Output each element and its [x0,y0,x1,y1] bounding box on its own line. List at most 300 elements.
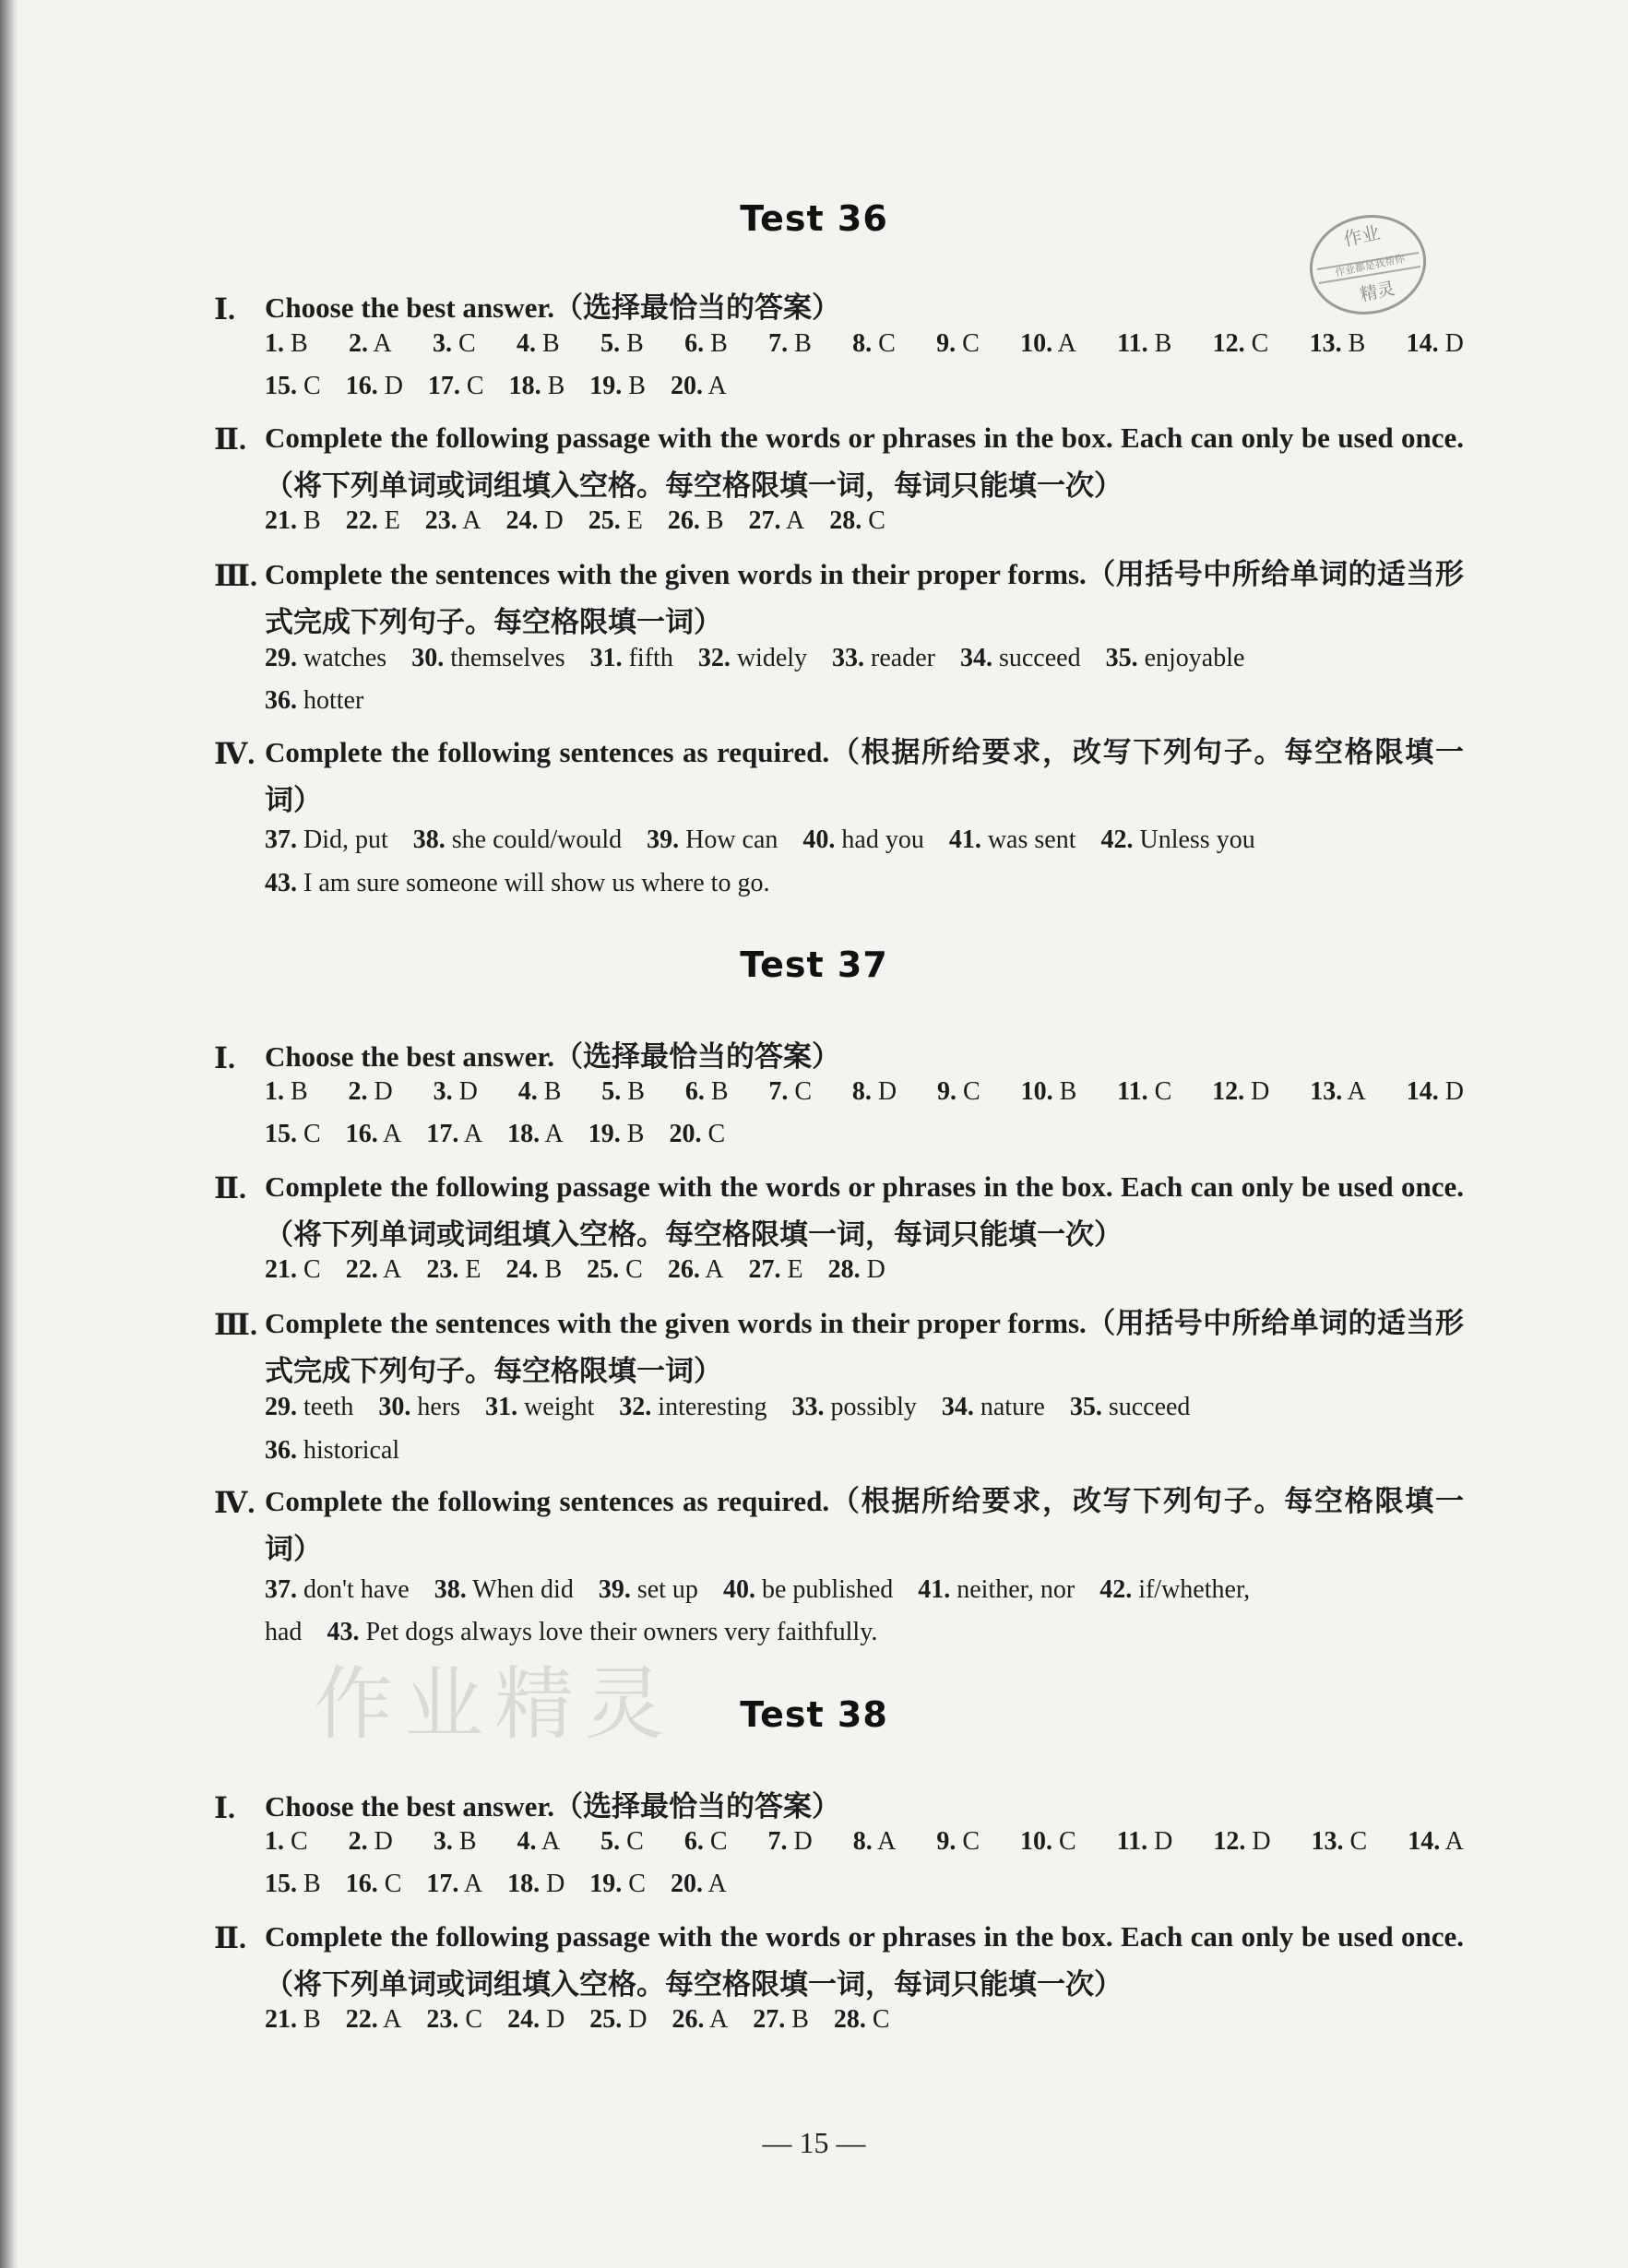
section-instruction: Complete the sentences with the given words in their proper forms.（用括号中所给单词的适当形式完成下列句子。每空格限填一词） [265,1307,1464,1387]
answer-item [349,1071,393,1113]
answer-value: C [458,2005,483,2034]
test-title: Test 36 [740,198,888,239]
answer-number: 19. [589,372,623,400]
answer-value: I am sure someone will show us where to go. [297,869,770,897]
answer-item [589,1999,647,2041]
answer-value: D [538,506,564,535]
test-title: Test 37 [740,944,888,985]
answer-number: 37. [265,825,297,854]
answer-row [265,365,1464,408]
answer-value: succeed [1101,1393,1191,1421]
answer-number: 19. [588,1120,621,1148]
answer-number: 18. [507,1120,541,1148]
answer-value: Did, put [297,825,388,854]
section-instruction: Complete the following sentences as required.（根据所给要求，改写下列句子。每空格限填一词） [265,1485,1464,1565]
answer-item [265,1113,321,1156]
answer-item [852,1071,897,1113]
section-numeral: Ⅱ. [214,1171,246,1205]
answer-number: 10. [1020,329,1053,358]
section-numeral: Ⅰ. [214,1041,235,1075]
answer-number: 3. [433,329,453,358]
test-title: Test 38 [740,1694,888,1735]
section-instruction: Choose the best answer.（选择最恰当的答案） [265,291,841,324]
answer-value: neither, nor [950,1575,1075,1604]
answer-item [378,1386,460,1429]
answer-number: 14. [1408,1827,1441,1856]
answer-number: 27. [753,2005,786,2034]
answer-number: 4. [517,1077,538,1106]
answer-number: 42. [1099,1575,1133,1604]
answer-value: C [956,329,980,358]
answer-number: 35. [1069,1393,1102,1421]
answer-value: Pet dogs always love their owners very faithfully. [359,1618,878,1646]
answer-value: D [1244,1077,1270,1106]
answer-value: B [536,329,560,358]
answer-item [518,1071,562,1113]
answer-value: C [459,372,484,400]
answer-value: nature [973,1393,1045,1421]
answer-item [672,1999,729,2041]
answer-number: 39. [647,825,680,854]
answer-item [832,637,935,680]
answer-value: B [704,329,728,358]
answer-number: 19. [589,1870,623,1898]
answer-item [600,1821,644,1863]
answer-value: A [1440,1827,1464,1856]
answer-value: A [536,1827,561,1856]
answer-number: 6. [684,329,705,358]
answer-number: 12. [1213,1827,1246,1856]
answer-number: 33. [832,644,865,672]
answer-number: 13. [1309,329,1342,358]
answer-item [668,500,724,542]
answer-number: 15. [265,1870,297,1898]
answer-number: 28. [833,2005,866,2034]
section-numeral: Ⅳ. [214,737,255,770]
answer-value: succeed [992,644,1081,672]
answer-number: 23. [426,1255,459,1284]
answer-value: C [788,1077,813,1106]
answer-value: A [540,1120,564,1148]
answer-number: 28. [827,1255,861,1284]
answer-value: possibly [824,1393,917,1421]
answer-item [949,819,1076,861]
answer-item [265,1863,321,1906]
answer-number: 3. [433,1827,453,1856]
section-instruction: Complete the following sentences as required.（根据所给要求，改写下列句子。每空格限填一词） [265,736,1464,816]
answer-value: C [622,1870,646,1898]
answer-number: 16. [345,1870,378,1898]
answer-value: B [1052,1077,1077,1106]
answer-value: B [620,1120,645,1148]
answer-value: set up [630,1575,698,1604]
answer-item [265,365,321,408]
answer-number: 12. [1212,329,1245,358]
answer-value: E [620,506,643,535]
answer-number: 7. [767,1827,788,1856]
answer-value: B [621,1077,645,1106]
answer-number: 10. [1020,1827,1052,1856]
answer-item [426,1249,481,1291]
answer-number: 1. [265,1827,284,1856]
answer-item [426,1113,482,1156]
answer-item [433,323,476,365]
answer-value: C [1147,1077,1172,1106]
answer-value: C [452,329,476,358]
answer-item [505,1249,562,1291]
answer-value: B [788,329,812,358]
answer-number: 24. [505,506,539,535]
answer-number: 42. [1100,825,1134,854]
answer-number: 8. [852,1827,873,1856]
answer-value: A [699,1255,724,1284]
answer-item [346,1113,402,1156]
answer-item [1099,1569,1250,1611]
answer-value: A [702,372,727,400]
answer-number: 17. [427,372,460,400]
answer-value: B [1147,329,1172,358]
answer-value: How can [679,825,778,854]
answer-number: 18. [508,372,541,400]
answer-number: 16. [345,372,378,400]
answer-item [346,500,400,542]
answer-number: 14. [1406,1077,1439,1106]
answer-number: 1. [265,1077,284,1106]
answer-value: B [699,506,724,535]
answer-row [265,1999,1464,2041]
section-instruction: Complete the following passage with the words or phrases in the box. Each can only be used once.（将下列单词或词组填入空格。每空格限填一词，每词只能填一次） [265,422,1464,502]
answer-item [723,1569,893,1611]
answer-number: 29. [265,1393,297,1421]
answer-number: 18. [507,1870,541,1898]
answer-number: 4. [517,329,537,358]
answer-item [767,1821,812,1863]
section-numeral: Ⅲ. [214,559,257,592]
answer-value: D [367,1077,393,1106]
answer-value: C [957,1077,980,1106]
answer-item [590,637,673,680]
answer-value: D [1245,1827,1271,1856]
answer-item [517,323,560,365]
answer-number: 8. [851,1077,872,1106]
answer-item [434,1821,477,1863]
answer-item [485,1386,594,1429]
answer-item [828,1249,885,1291]
answer-value: B [785,2005,809,2034]
answer-item [1117,1071,1171,1113]
answer-item [918,1569,1075,1611]
answer-number: 7. [768,329,789,358]
answer-value: fifth [622,644,673,672]
answer-item [1407,1071,1464,1113]
answer-item [426,1863,482,1906]
answer-number: 20. [670,372,703,400]
answer-item [1213,1821,1270,1863]
answer-item [684,323,728,365]
answer-value: B [541,372,565,400]
answer-number: 40. [802,825,836,854]
answer-item [671,365,727,408]
answer-number: 33. [791,1393,825,1421]
answer-number: 41. [948,825,981,854]
answer-value: A [1052,329,1076,358]
answer-number: 22. [345,2005,378,2034]
answer-number: 32. [697,644,731,672]
answer-item [669,1113,725,1156]
answer-row [265,1821,1464,1863]
answer-value: A [377,1120,402,1148]
answer-number: 34. [941,1393,974,1421]
answer-value: C [1244,329,1269,358]
answer-number: 9. [937,1077,957,1106]
answer-number: 2. [348,1077,368,1106]
answer-number: 11. [1117,329,1148,358]
answer-value: D [871,1077,897,1106]
answer-value: B [704,1077,729,1106]
answer-item [1117,323,1171,365]
answer-value: C [862,506,885,535]
answer-item [507,1863,564,1906]
stamp-line-3: 精灵 [1358,278,1397,306]
answer-value: C [297,372,321,400]
answer-item [802,819,923,861]
answer-item [346,1999,402,2041]
answer-item [1213,323,1269,365]
answer-number: 36. [265,686,297,715]
answer-item [587,1249,643,1291]
answer-item [434,1071,478,1113]
answer-item [960,637,1081,680]
answer-item [265,862,769,905]
answer-item [425,500,481,542]
answer-value: B [537,1077,562,1106]
answer-item [600,323,644,365]
stamp-line-2: 作业都是我帮你 [1334,252,1407,279]
answer-value: E [458,1255,481,1284]
answer-number: 43. [327,1618,360,1646]
answer-item [1212,1071,1269,1113]
answer-number: 5. [600,329,621,358]
answer-item [346,1863,402,1906]
answer-number: 24. [505,1255,539,1284]
answer-row [265,1569,1464,1611]
answer-item [852,323,896,365]
answer-item [942,1386,1045,1429]
answer-number: 31. [485,1393,518,1421]
answer-value: C [1052,1827,1076,1856]
answer-number: 35. [1105,644,1138,672]
answer-item [265,1430,399,1472]
answer-item [265,1999,321,2041]
answer-value: D [860,1255,885,1284]
answer-item [647,819,778,861]
answer-value: E [377,506,400,535]
answer-value: hers [410,1393,461,1421]
answer-item [829,500,885,542]
answer-item [668,1249,724,1291]
answer-value: hotter [297,686,364,715]
answer-number: 31. [589,644,623,672]
section-numeral: Ⅱ. [214,1921,246,1954]
answer-value: B [622,372,646,400]
answer-value: B [620,329,644,358]
answer-number: 6. [684,1077,705,1106]
answer-number: 15. [265,1120,297,1148]
answer-item [936,323,980,365]
answer-item [507,1999,564,2041]
answer-number: 22. [345,1255,378,1284]
answer-value: C [284,1827,308,1856]
answer-number: 39. [598,1575,631,1604]
stamp-line-1: 作业 [1341,220,1383,251]
answer-number: 17. [426,1870,459,1898]
page-number: — 15 — [762,2126,866,2159]
answer-item [509,365,565,408]
answer-value: B [297,1870,321,1898]
answer-item [753,1999,809,2041]
stamp-seal-icon [1299,196,1437,334]
answer-row [265,1071,1464,1113]
answer-number: 30. [378,1393,411,1421]
answer-item [1021,1071,1077,1113]
answer-number: 25. [587,1255,620,1284]
answer-number: 22. [345,506,378,535]
answer-item [588,500,643,542]
answer-item [517,1821,561,1863]
answer-row [265,862,1464,905]
answer-value: A [457,506,481,535]
answer-item [601,1071,645,1113]
section-instruction: Choose the best answer.（选择最恰当的答案） [265,1040,841,1073]
answer-value: she could/would [445,825,623,854]
answer-value: C [619,1255,643,1284]
answer-number: 10. [1020,1077,1053,1106]
answer-number: 5. [600,1827,621,1856]
answer-value: C [297,1120,321,1148]
answer-number: 13. [1311,1827,1344,1856]
answer-value: had you [835,825,924,854]
section-instruction: Complete the following passage with the words or phrases in the box. Each can only be used once.（将下列单词或词组填入空格。每空格限填一词，每词只能填一次） [265,1170,1464,1251]
answer-row [265,323,1464,365]
answer-value: D [1438,1077,1464,1106]
answer-item [413,819,622,861]
answer-number: 7. [768,1077,789,1106]
answer-number: 40. [722,1575,755,1604]
answer-number: 1. [265,329,284,358]
answer-item [1310,1071,1366,1113]
answer-number: 43. [265,869,297,897]
answer-number: 28. [829,506,862,535]
answer-number: 26. [671,2005,705,2034]
answer-number: 12. [1212,1077,1245,1106]
answer-number: 26. [667,1255,700,1284]
section-numeral: Ⅰ. [214,292,235,326]
answer-item [834,1999,890,2041]
answer-item [265,1569,410,1611]
section-numeral: Ⅳ. [214,1486,255,1519]
answer-value: D [540,2005,565,2034]
answer-item [749,500,805,542]
answer-value: D [452,1077,478,1106]
answer-item [1020,323,1076,365]
answer-value: A [780,506,805,535]
answer-row [265,680,1464,722]
answer-number: 37. [265,1575,297,1604]
answer-number: 21. [265,2005,297,2034]
answer-item [428,365,484,408]
answer-value: D [367,1827,393,1856]
answer-item [265,1386,353,1429]
answer-number: 16. [345,1120,378,1148]
answer-row [265,500,1464,542]
answer-value: A [368,329,392,358]
answer-item [1070,1386,1191,1429]
answer-item [671,1863,727,1906]
answer-item [853,1821,897,1863]
answer-value: interesting [651,1393,767,1421]
answer-value: A [872,1827,897,1856]
answer-number: 21. [265,506,297,535]
answer-number: 14. [1406,329,1439,358]
answer-item [349,1821,393,1863]
answer-value: C [701,1120,726,1148]
answer-number: 32. [619,1393,652,1421]
answer-item [265,323,308,365]
answer-item [1312,1821,1368,1863]
answer-item [411,637,564,680]
answer-item [589,1863,646,1906]
answer-item [265,637,386,680]
answer-value: D [622,2005,648,2034]
answer-number: 8. [852,329,873,358]
answer-value: teeth [297,1393,354,1421]
answer-value: don't have [297,1575,410,1604]
answer-value: A [704,2005,729,2034]
answer-item [937,1071,980,1113]
answer-item: had [265,1618,303,1646]
answer-number: 20. [669,1120,702,1148]
answer-row [265,1113,1464,1156]
answer-value: C [865,2005,890,2034]
answer-value: B [284,329,308,358]
answer-value: themselves [444,644,565,672]
answer-value: D [377,372,403,400]
answer-value: C [377,1870,402,1898]
answer-value: B [297,506,321,535]
answer-number: 23. [426,2005,459,2034]
answer-item [507,1113,564,1156]
answer-value: B [297,2005,321,2034]
answer-item [1106,637,1245,680]
answer-row [265,819,1464,861]
answer-value: A [1342,1077,1366,1106]
answer-row [265,1430,1464,1472]
answer-value: was sent [980,825,1076,854]
answer-number: 3. [433,1077,453,1106]
answer-value: D [1147,1827,1173,1856]
answer-item [619,1386,766,1429]
section-instruction: Complete the following passage with the words or phrases in the box. Each can only be used once.（将下列单词或词组填入空格。每空格限填一词，每词只能填一次） [265,1920,1464,2001]
answer-number: 23. [424,506,458,535]
section-instruction: Choose the best answer.（选择最恰当的答案） [265,1790,841,1823]
answer-value: B [284,1077,308,1106]
answer-number: 25. [588,506,621,535]
answer-number: 9. [936,1827,957,1856]
answer-value: A [377,2005,402,2034]
answer-value: D [540,1870,565,1898]
answer-value: C [872,329,896,358]
answer-value: C [956,1827,980,1856]
